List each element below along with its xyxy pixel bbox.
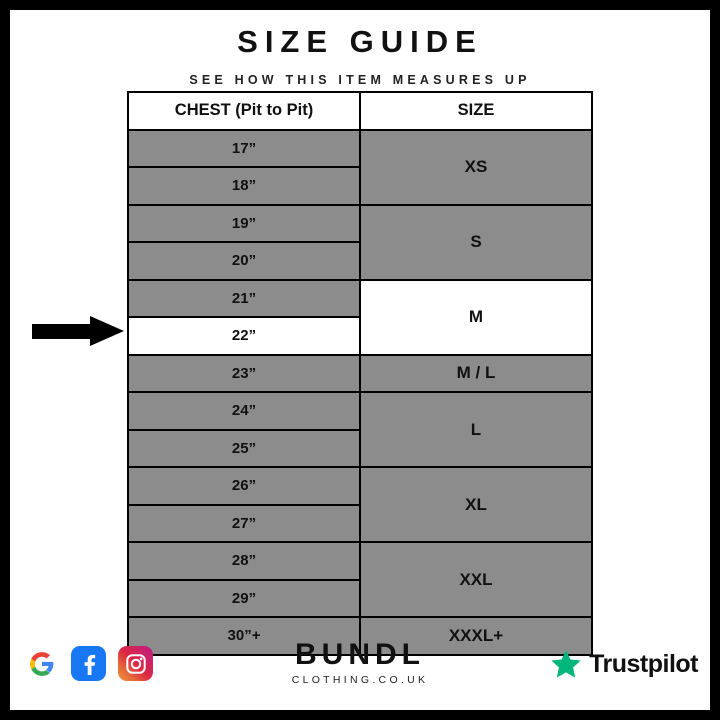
size-guide-card [10, 10, 710, 710]
size-value: S [360, 205, 592, 280]
facebook-icon[interactable] [71, 646, 106, 681]
column-header-size: SIZE [360, 92, 592, 130]
chest-value: 30”+ [128, 617, 360, 655]
trustpilot-logo[interactable] [550, 648, 698, 680]
chest-value: 25” [128, 430, 360, 468]
table-row [128, 205, 592, 243]
size-table [127, 91, 593, 656]
right-arrow-icon [32, 316, 128, 346]
chest-value: 24” [128, 392, 360, 430]
brand-logo [292, 638, 429, 686]
size-value: M / L [360, 355, 592, 393]
table-row [128, 467, 592, 505]
column-header-chest: CHEST (Pit to Pit) [128, 92, 360, 130]
size-value-selected: M [360, 280, 592, 355]
trustpilot-label: Trustpilot [589, 649, 698, 678]
size-value: XXL [360, 542, 592, 617]
chest-value: 18” [128, 167, 360, 205]
chest-value: 29” [128, 580, 360, 618]
google-icon[interactable] [24, 646, 59, 681]
size-value: XXXL+ [360, 617, 592, 655]
table-header-row [128, 92, 592, 130]
brand-name: BUNDL [295, 638, 425, 671]
chest-value: 21” [128, 280, 360, 318]
chest-value: 27” [128, 505, 360, 543]
chest-value: 26” [128, 467, 360, 505]
chest-value: 17” [128, 130, 360, 168]
table-row [128, 392, 592, 430]
instagram-icon[interactable] [118, 646, 153, 681]
size-value: XL [360, 467, 592, 542]
size-value: XS [360, 130, 592, 205]
chest-value: 28” [128, 542, 360, 580]
table-row [128, 130, 592, 168]
chest-value: 20” [128, 242, 360, 280]
brand-subtitle: CLOTHING.CO.UK [291, 674, 429, 686]
chest-value-selected: 22” [128, 317, 360, 355]
chest-value: 23” [128, 355, 360, 393]
chest-value: 19” [128, 205, 360, 243]
table-row-highlighted [128, 280, 592, 318]
social-links [24, 646, 153, 681]
page-title: SIZE GUIDE [237, 24, 483, 59]
arrow-shaft [32, 324, 94, 339]
arrow-head [90, 316, 124, 346]
page-subtitle: SEE HOW THIS ITEM MEASURES UP [189, 73, 531, 87]
table-row [128, 355, 592, 393]
table-row [128, 542, 592, 580]
size-table-container [127, 91, 593, 656]
size-value: L [360, 392, 592, 467]
trustpilot-star-icon [550, 648, 582, 680]
footer [10, 630, 710, 702]
